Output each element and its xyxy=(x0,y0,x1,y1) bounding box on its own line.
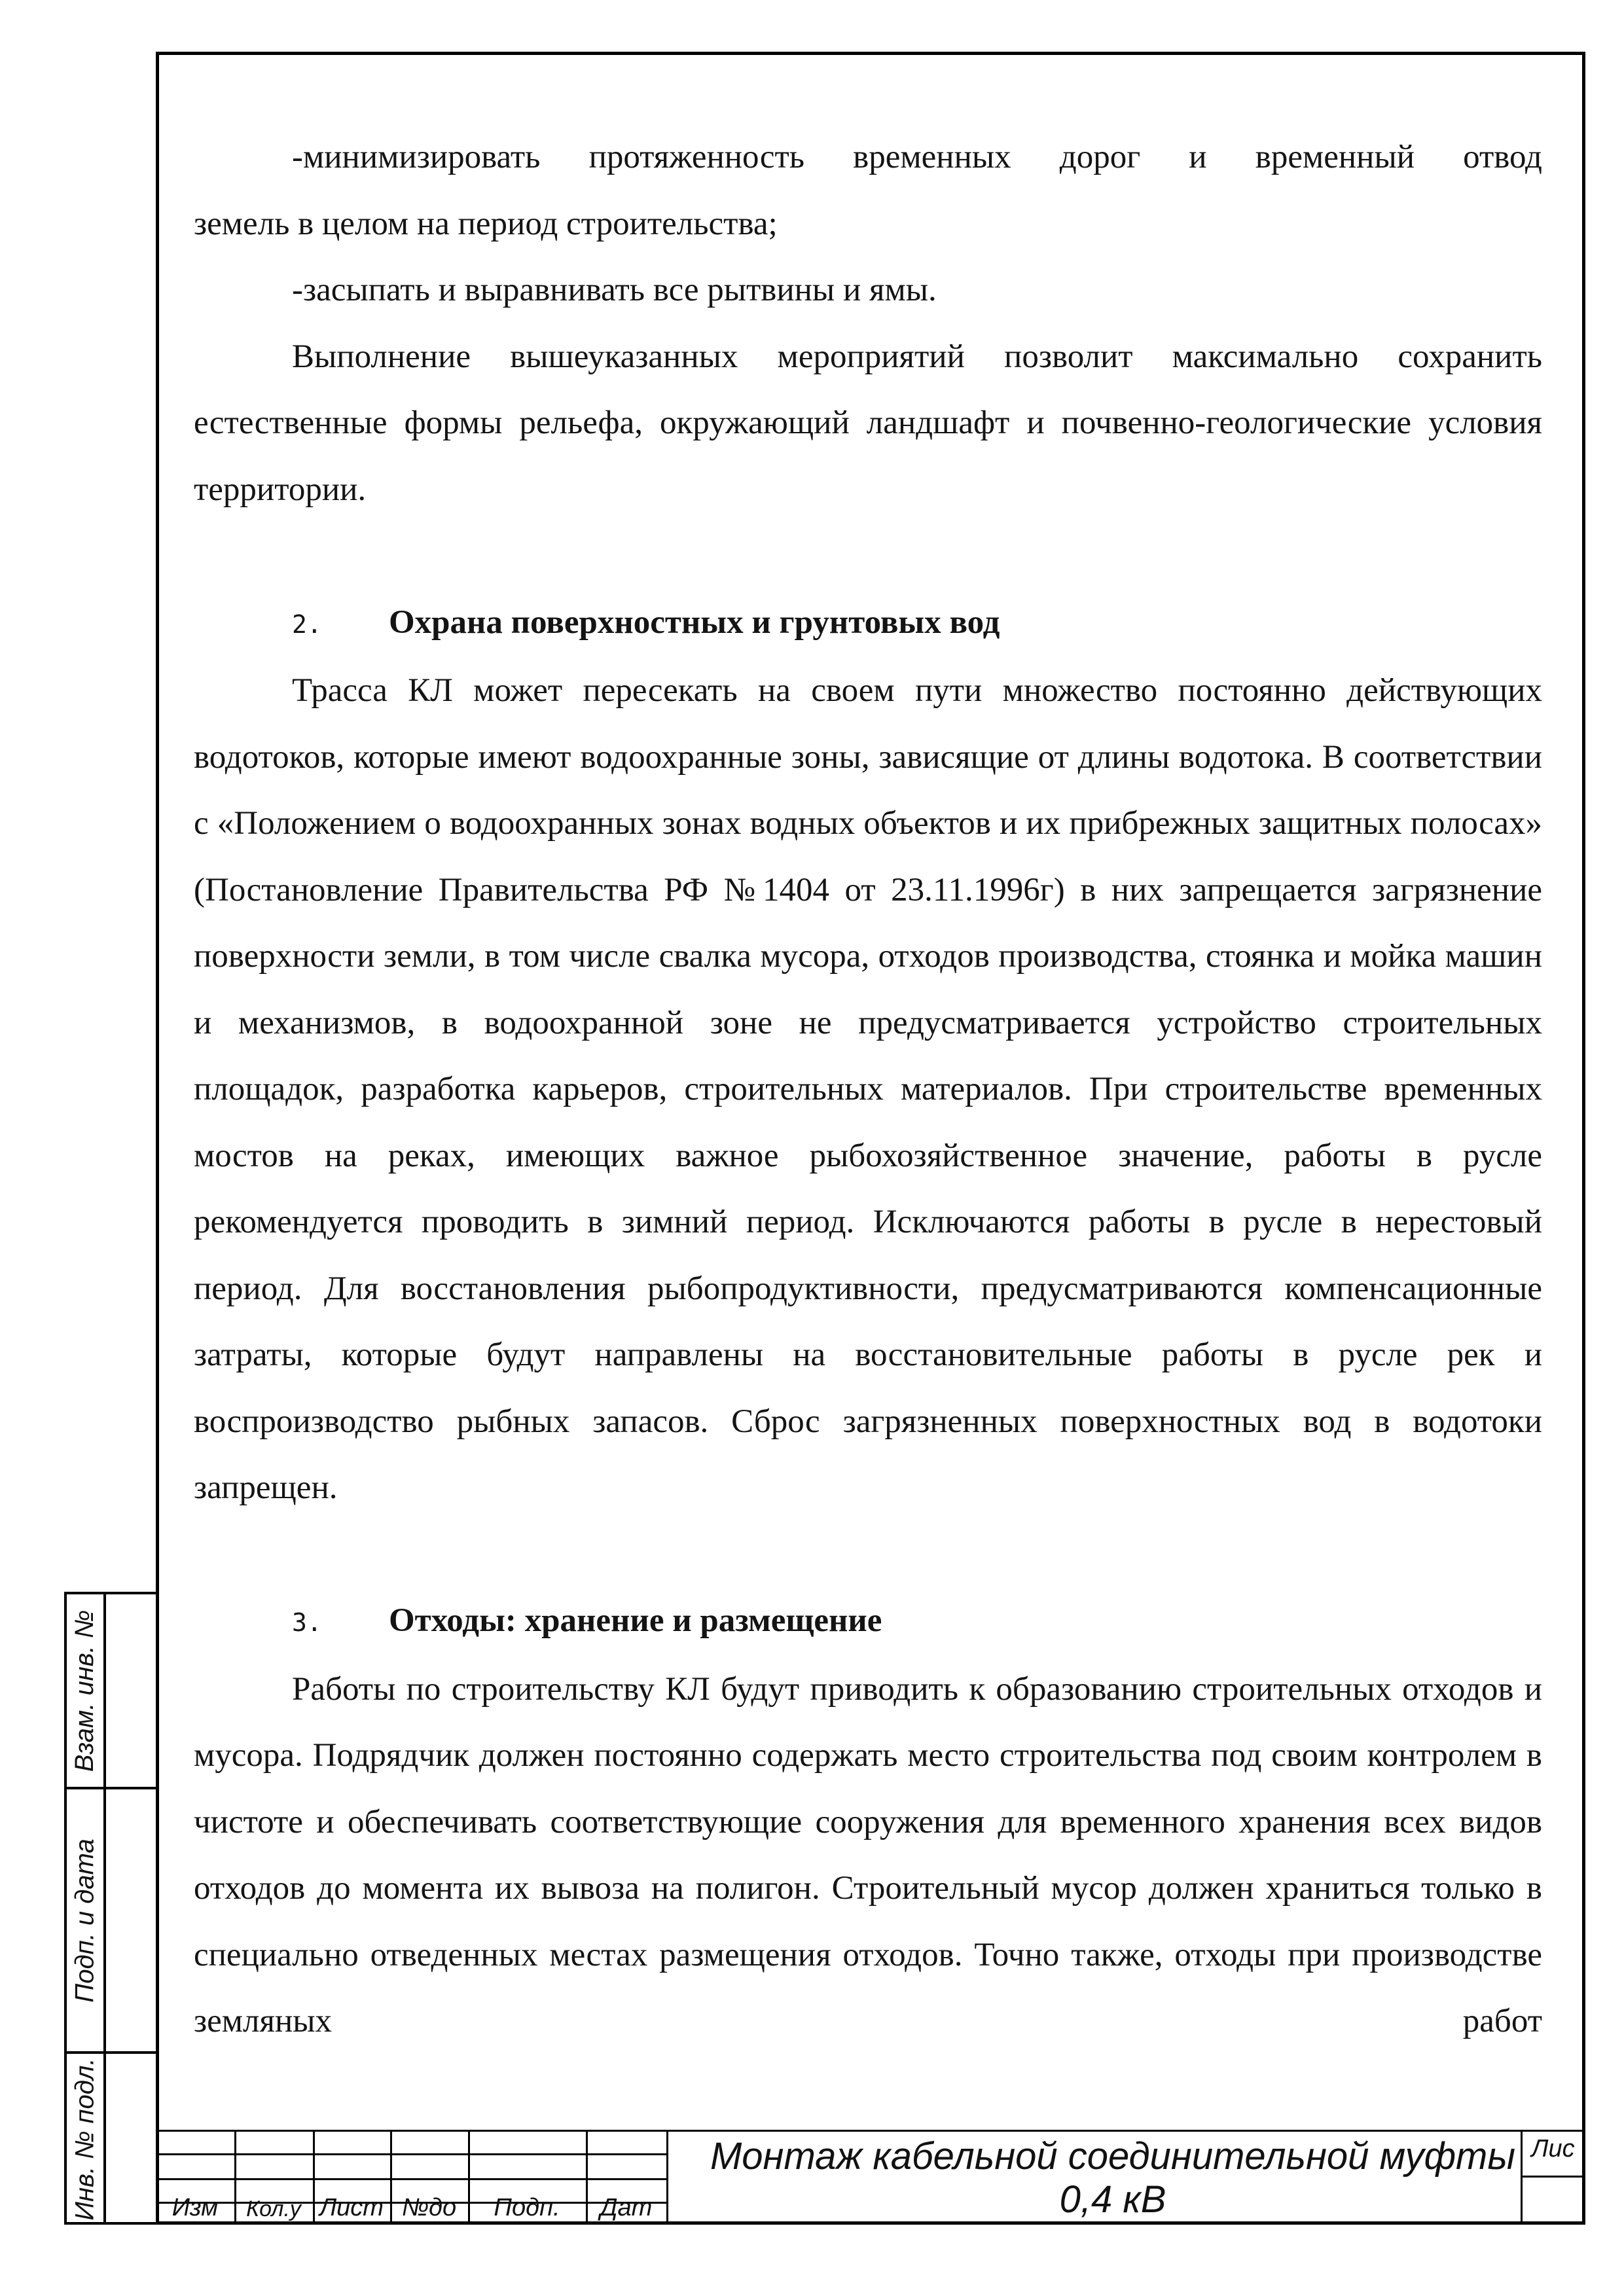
section-2-paragraph: Трасса КЛ может пересекать на своем пути множество постоянно действующих водотоков, которые имеют водоохранные зоны, зависящие от длины водотока. В соответствии с «Положением о водоохранных зонах водных объектов и их прибрежных защитных полосах» (Постановление Правительства РФ №1404 от 23.11.1996г) в них запрещается загрязнение поверхности земли, в том числе свалка мусора, отходов производства, стоянка и мойка машин и механизмов, в водоохранной зоне не предусматривается устройство строительных площадок, разработка карьеров, строительных материалов. При строительстве временных мостов на реках, имеющих важное рыбохозяйственное значение, работы в русле рекомендуется проводить в зимний период. Исключаются работы в русле в нерестовый период. Для восстановления рыбопродуктивности, предусматриваются компенсационные затраты, которые будут направлены на восстановительные работы в русле рек и воспроизводство рыбных запасов. Сброс загрязненных поверхностных вод в водотоки запрещен. xyxy=(194,672,1542,1506)
spacer xyxy=(194,1522,1542,1588)
section-3-heading xyxy=(194,1588,1542,1657)
document-title xyxy=(668,2135,1558,2221)
section-2-title: Охрана поверхностных и грунтовых вод xyxy=(389,603,1000,641)
title-block xyxy=(156,2130,1585,2225)
paragraph-result: Выполнение вышеуказанных мероприятий позволит максимально сохранить естественные формы рельефа, окружающий ландшафт и почвенно-геологические условия территории. xyxy=(194,338,1542,508)
spacer xyxy=(194,523,1542,590)
side-label-inv-podl: Инв. № подл. xyxy=(70,2058,99,2221)
section-3-paragraph: Работы по строительству КЛ будут приводить к образованию строительных отходов и мусора. Подрядчик должен постоянно содержать место строительства под своим контролем в чистоте и обеспечивать соответствующие сооружения для временного хранения всех видов отходов до момента их вывоза на полигон. Строительный мусор должен храниться только в специально отведенных местах размещения отходов. Точно также, отходы при производстве земляных работ xyxy=(194,1670,1542,2039)
paragraph-roads-second-line: земель в целом на период строительства; xyxy=(194,205,778,242)
document-title-line-2: 0,4 кВ xyxy=(1059,2178,1166,2221)
document-title-line-1: Монтаж кабельной соединительной муфты xyxy=(710,2135,1516,2178)
title-block-top-line xyxy=(156,2130,1585,2132)
col-label-kolu: Кол.у xyxy=(246,2197,301,2221)
document-body xyxy=(194,124,1542,2055)
section-3-title: Отходы: хранение и размещение xyxy=(389,1602,882,1639)
paragraph-roads-first-line: -минимизировать протяженность временных дорог и временный отвод xyxy=(292,139,1542,175)
section-2-number: 2. xyxy=(292,609,322,639)
col-label-izm: Изм xyxy=(171,2194,219,2221)
sheet-label: Лис xyxy=(1531,2135,1575,2162)
col-label-ndoc: №до xyxy=(401,2194,457,2221)
paragraph-pits: -засыпать и выравнивать все рытвины и ямы. xyxy=(292,272,937,308)
title-block-row-line xyxy=(156,2153,666,2155)
col-label-podp: Подп. xyxy=(494,2194,560,2221)
col-label-date: Дат xyxy=(600,2194,653,2221)
title-block-row-line xyxy=(156,2178,666,2180)
side-label-vzam-inv: Взам. инв. № xyxy=(70,1609,99,1772)
section-3-number: 3. xyxy=(292,1608,322,1637)
side-label-podp-data: Подп. и дата xyxy=(70,1838,99,2003)
section-2-heading xyxy=(194,590,1542,658)
col-label-list: Лист xyxy=(319,2194,384,2221)
